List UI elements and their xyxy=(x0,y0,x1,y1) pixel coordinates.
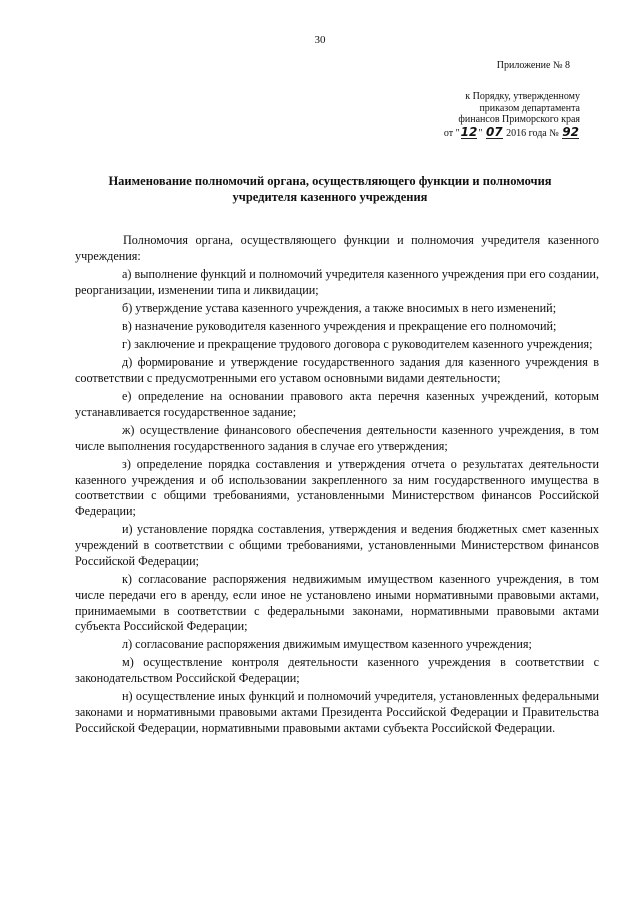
document-title xyxy=(90,173,570,205)
title-line-1: Наименование полномочий органа, осуществляющего функции и полномочия xyxy=(108,174,552,188)
order-line-1: к Порядку, утвержденному xyxy=(465,91,580,102)
order-date-line xyxy=(400,126,580,140)
list-item-e: е) определение на основании правового акта перечня казенных учреждений, которым устанавливается государственное задание; xyxy=(75,388,599,419)
list-item-a: а) выполнение функций и полномочий учредителя казенного учреждения при его создании, реорганизации, изменении типа и ликвидации; xyxy=(75,266,599,297)
list-item-g: г) заключение и прекращение трудового договора с руководителем казенного учреждения; xyxy=(122,336,593,351)
document-body xyxy=(75,233,599,739)
order-date-mid: " xyxy=(478,127,485,139)
list-item-m: м) осуществление контроля деятельности казенного учреждения в соответствии с законодательством Российской Федерации; xyxy=(75,655,599,686)
order-line-2: приказом департамента xyxy=(479,102,580,114)
list-item-n: н) осуществление иных функций и полномочий учредителя, установленных федеральными законами и нормативными правовыми актами Президента Российской Федерации и Правительства Российской Федерации, нормативными правовыми актами субъекта Российской Федерации. xyxy=(75,689,599,735)
list-item-k: к) согласование распоряжения недвижимым имуществом казенного учреждения, в том числе передачи его в аренду, если иное не установлено иными нормативными правовыми актами, принимаемыми в соответствии с федеральными законами, нормативными правовыми актами субъекта Российской Федерации; xyxy=(75,571,599,634)
list-item-l: л) согласование распоряжения движимым имуществом казенного учреждения; xyxy=(122,637,532,652)
order-line-3: финансов Приморского края xyxy=(458,114,580,125)
title-line-2: учредителя казенного учреждения xyxy=(232,190,428,204)
list-item-b: б) утверждение устава казенного учреждения, а также вносимых в него изменений; xyxy=(122,300,557,315)
list-item-v: в) назначение руководителя казенного учреждения и прекращение его полномочий; xyxy=(122,318,557,333)
order-reference xyxy=(400,91,580,139)
order-date-prefix: от " xyxy=(443,127,460,139)
order-month-handwritten: 07 xyxy=(485,124,503,139)
list-item-i: и) установление порядка составления, утверждения и ведения бюджетных смет казенных учреждений в соответствии с общими требованиями, установленными Министерством финансов Российской Федерации; xyxy=(75,522,599,568)
order-day-handwritten: 12 xyxy=(460,124,478,139)
list-item-z: з) определение порядка составления и утверждения отчета о результатах деятельности казенного учреждения и об использовании закрепленного за ним государственного имущества в соответствии с общими требованиями, установленными Министерством финансов Российской Федерации; xyxy=(75,456,599,519)
page-number: 30 xyxy=(314,34,326,46)
order-number-handwritten: 92 xyxy=(562,124,579,139)
appendix-label: Приложение № 8 xyxy=(496,60,570,71)
order-year-text: 2016 года № xyxy=(503,127,562,139)
intro-paragraph: Полномочия органа, осуществляющего функции и полномочия учредителя казенного учреждения: xyxy=(75,233,599,263)
list-item-d: д) формирование и утверждение государственного задания для казенного учреждения в соответствии с предусмотренными его уставом основными видами деятельности; xyxy=(75,355,599,385)
list-item-zh: ж) осуществление финансового обеспечения деятельности казенного учреждения, в том числе выполнения государственного задания в случае его утверждения; xyxy=(75,422,599,453)
